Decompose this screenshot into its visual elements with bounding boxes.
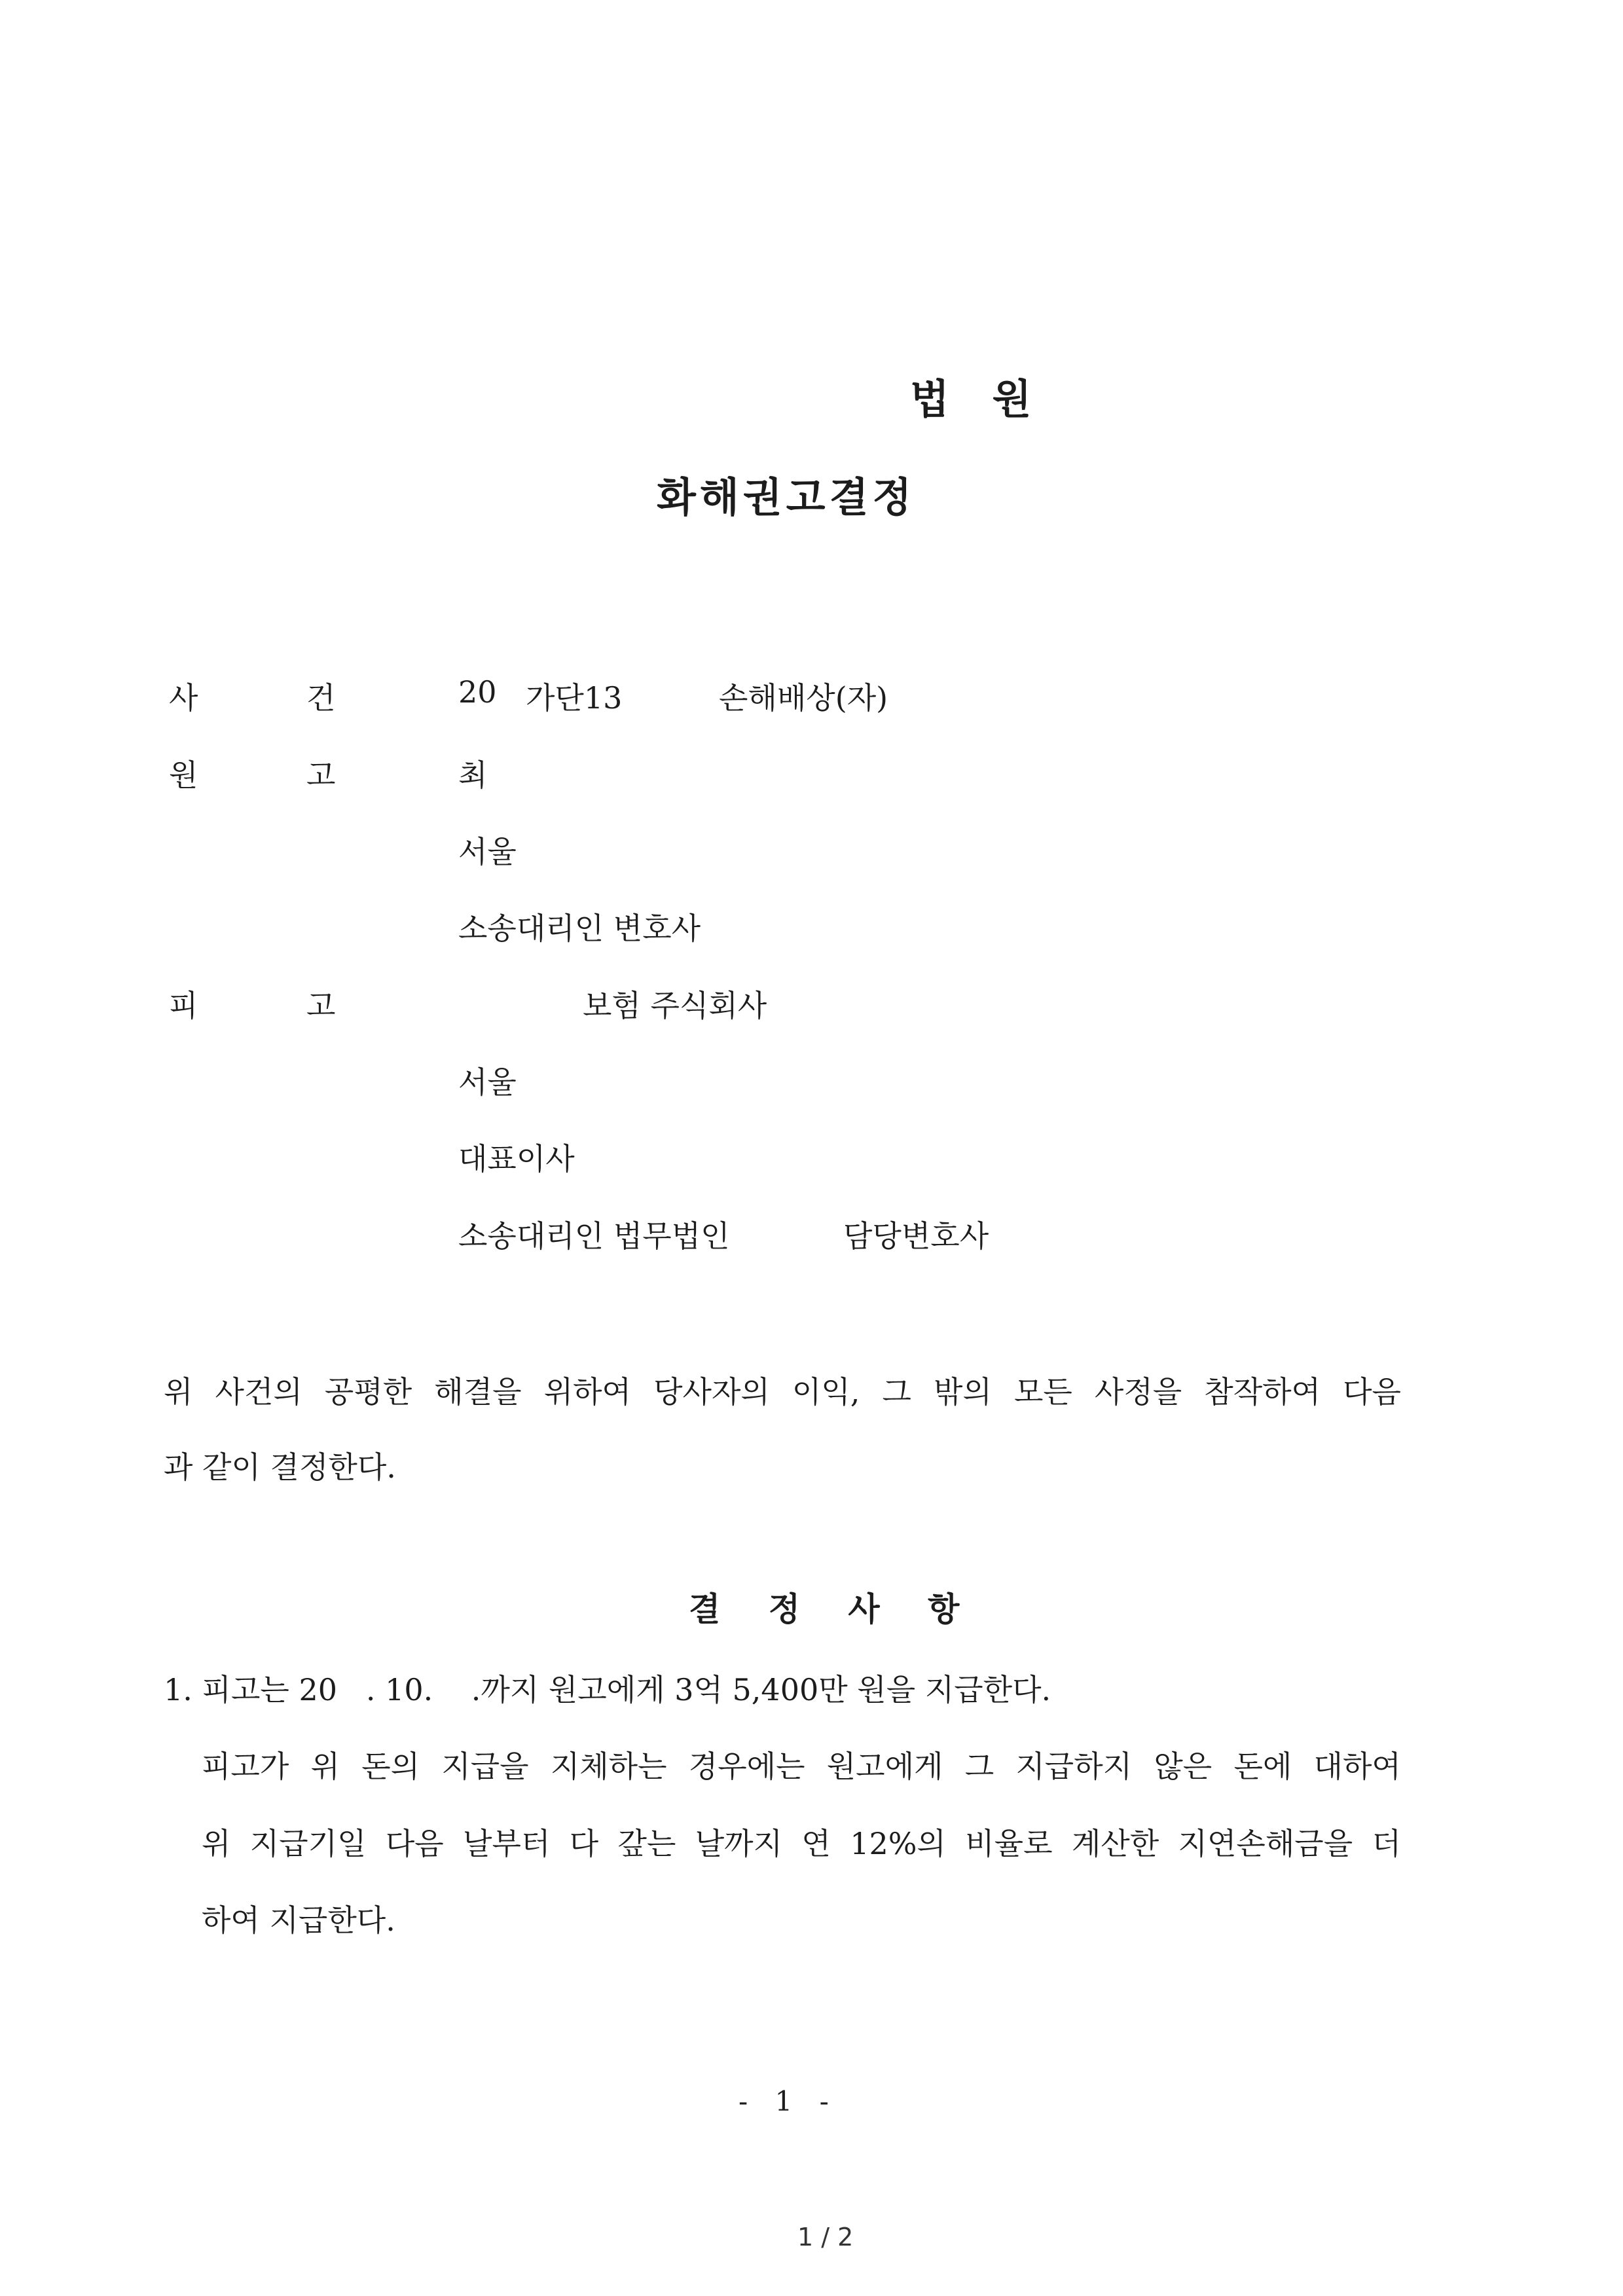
word: 위 <box>310 1749 340 1784</box>
word: 밖의 <box>934 1374 992 1410</box>
word: 갚는 <box>617 1826 676 1861</box>
plaintiff-agent: 소송대리인 변호사 <box>458 911 701 946</box>
court-name: 법 원 <box>910 375 1046 423</box>
plaintiff-name: 최 <box>458 757 488 793</box>
document-title: 화해권고결정 <box>657 473 916 521</box>
case-label-1: 사 <box>169 680 198 716</box>
word: 사건의 <box>215 1374 302 1410</box>
word: 지체하는 <box>550 1749 667 1784</box>
intro-line-2: 과 같이 결정한다. <box>164 1449 396 1485</box>
case-number-year: 20 <box>458 674 497 710</box>
intro-line-1 <box>164 1368 1401 1412</box>
page-number: - 1 - <box>739 2085 838 2117</box>
word: 사정을 <box>1094 1374 1182 1410</box>
decision-item-1-line-1: 1. 피고는 20 . 10. .까지 원고에게 3억 5,400만 원을 지급한다. <box>164 1672 1051 1707</box>
sheet-count: 1 / 2 <box>797 2223 854 2251</box>
plaintiff-address: 서울 <box>458 834 517 869</box>
word: 경우에는 <box>688 1749 805 1784</box>
case-label-2: 건 <box>306 680 336 716</box>
word: 참작하여 <box>1204 1374 1321 1410</box>
word: 공평한 <box>324 1374 412 1410</box>
word: 비율로 <box>965 1826 1053 1861</box>
word: 지급을 <box>441 1749 529 1784</box>
defendant-representative: 대표이사 <box>458 1141 575 1176</box>
word: 돈에 <box>1233 1749 1292 1784</box>
defendant-label-2: 고 <box>306 988 336 1023</box>
word: 위 <box>164 1374 193 1410</box>
case-name: 손해배상(자) <box>719 680 888 716</box>
word: 지급하지 <box>1015 1749 1133 1784</box>
word: 날부터 <box>463 1826 551 1861</box>
defendant-label-1: 피 <box>169 988 198 1023</box>
defendant-address: 서울 <box>458 1065 517 1100</box>
word: 12%의 <box>850 1826 946 1861</box>
word: 다 <box>569 1826 599 1861</box>
word: 않은 <box>1154 1749 1213 1784</box>
word: 돈의 <box>361 1749 420 1784</box>
decision-heading: 결 정 사 항 <box>689 1590 978 1628</box>
defendant-agent: 소송대리인 법무법인 <box>458 1218 730 1254</box>
word: 그 <box>964 1749 994 1784</box>
word: 그 <box>882 1374 911 1410</box>
word: 피고가 <box>202 1749 289 1784</box>
plaintiff-label-2: 고 <box>306 757 336 793</box>
word: 원고에게 <box>826 1749 943 1784</box>
decision-item-1-line-4: 하여 지급한다. <box>202 1903 395 1938</box>
word: 이익, <box>792 1374 860 1410</box>
word: 날까지 <box>695 1826 783 1861</box>
word: 계산한 <box>1071 1826 1159 1861</box>
word: 연 <box>801 1826 831 1861</box>
word: 다음 <box>385 1826 444 1861</box>
plaintiff-label-1: 원 <box>169 757 198 793</box>
word: 해결을 <box>434 1374 522 1410</box>
word: 대하여 <box>1313 1749 1401 1784</box>
decision-item-1-line-2 <box>202 1743 1401 1786</box>
word: 위하여 <box>543 1374 631 1410</box>
word: 당사자의 <box>653 1374 770 1410</box>
word: 모든 <box>1013 1374 1072 1410</box>
defendant-agent-lawyer: 담당변호사 <box>843 1218 989 1254</box>
defendant-name: 보험 주식회사 <box>583 988 767 1023</box>
word: 지연손해금을 <box>1178 1826 1353 1861</box>
word: 다음 <box>1343 1374 1401 1410</box>
decision-item-1-line-3 <box>202 1820 1401 1863</box>
case-number: 가단13 <box>526 680 623 716</box>
word: 위 <box>202 1826 231 1861</box>
word: 더 <box>1372 1826 1401 1861</box>
word: 지급기일 <box>249 1826 367 1861</box>
